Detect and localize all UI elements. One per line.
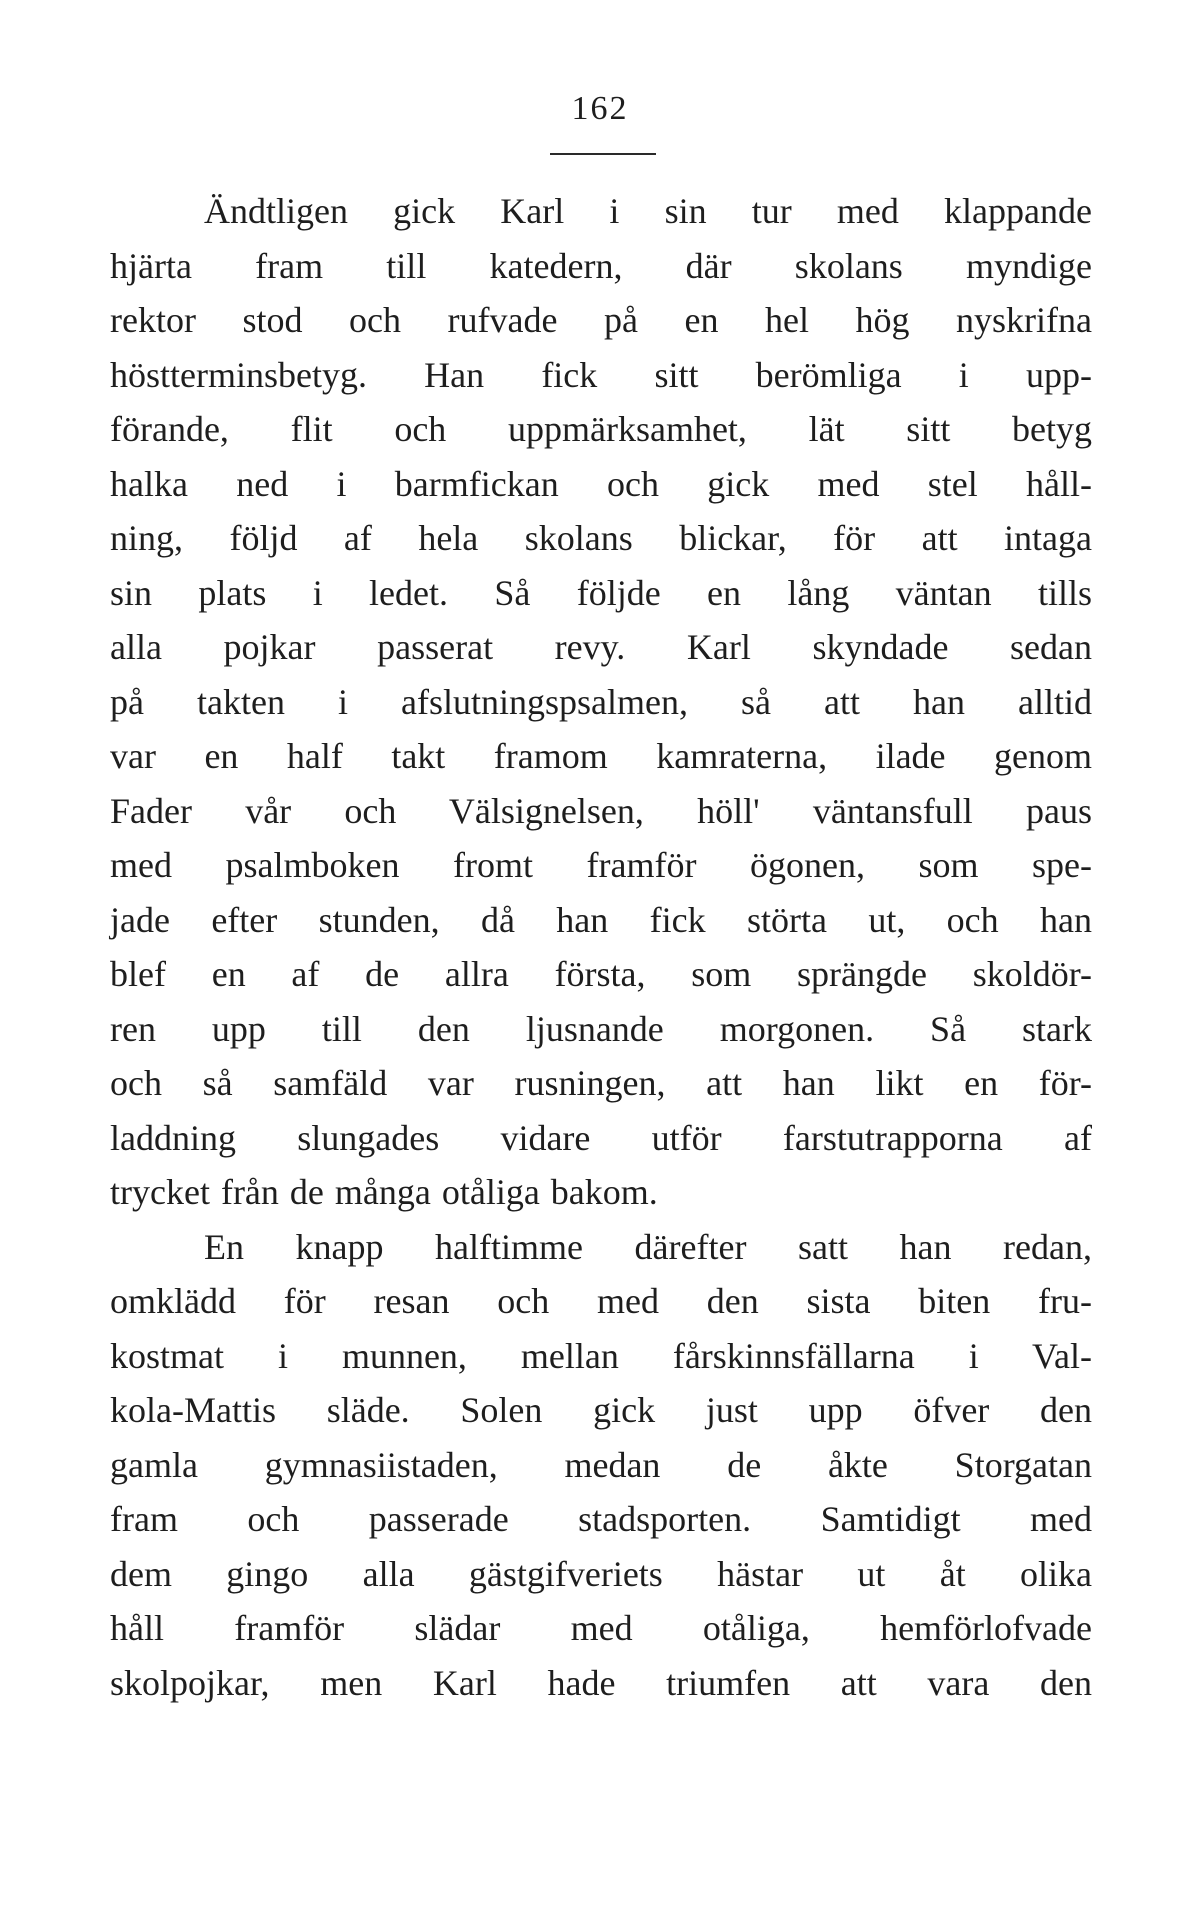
text-line: och så samfäld var rusningen, att han likt en för- (110, 1063, 1092, 1103)
text-line: håll framför slädar med otåliga, hemförlofvade (110, 1608, 1092, 1648)
text-line: skolpojkar, men Karl hade triumfen att vara den (110, 1662, 1092, 1703)
text-line: jade efter stunden, då han fick störta ut, och han (110, 899, 1092, 940)
text-line: Fader vår och Välsignelsen, höll' väntansfull paus (110, 790, 1092, 831)
text-line: fram och passerade stadsporten. Samtidigt med (110, 1499, 1092, 1539)
text-line: hjärta fram till katedern, där skolans myndige (110, 245, 1092, 286)
text-line: ning, följd af hela skolans blickar, för att intaga (110, 518, 1092, 558)
text-line: kostmat i munnen, mellan fårskinnsfällarna i Val- (110, 1335, 1092, 1376)
text-line: omklädd för resan och med den sista biten fru- (110, 1281, 1092, 1321)
text-line: med psalmboken fromt framför ögonen, som spe- (110, 845, 1092, 885)
text-line: blef en af de allra första, som sprängde skoldör- (110, 954, 1092, 994)
text-line: ren upp till den ljusnande morgonen. Så stark (110, 1008, 1092, 1049)
text-line: Ändtligen gick Karl i sin tur med klappande (204, 191, 1092, 231)
text-line: höstterminsbetyg. Han fick sitt berömliga i upp- (110, 354, 1092, 395)
text-line: alla pojkar passerat revy. Karl skyndade sedan (110, 627, 1092, 667)
text-line: sin plats i ledet. Så följde en lång väntan tills (110, 572, 1092, 613)
text-line: laddning slungades vidare utför farstutrapporna af (110, 1117, 1092, 1158)
text-line: på takten i afslutningspsalmen, så att han alltid (110, 681, 1092, 722)
text-line: rektor stod och rufvade på en hel hög nyskrifna (110, 300, 1092, 340)
page-number: 162 (571, 90, 629, 127)
text-line: gamla gymnasiistaden, medan de åkte Storgatan (110, 1444, 1092, 1485)
text-line: En knapp halftimme därefter satt han redan, (204, 1226, 1092, 1267)
text-line: trycket från de många otåliga bakom. (110, 1172, 658, 1212)
body-text (110, 184, 1092, 1710)
text-line: halka ned i barmfickan och gick med stel håll- (110, 463, 1092, 504)
text-line: förande, flit och uppmärksamhet, lät sitt betyg (110, 409, 1092, 449)
text-line: kola-Mattis släde. Solen gick just upp öfver den (110, 1390, 1092, 1430)
page-number-rule (550, 153, 656, 155)
text-line: var en half takt framom kamraterna, ilade genom (110, 736, 1092, 776)
text-line: dem gingo alla gästgifveriets hästar ut åt olika (110, 1553, 1092, 1594)
